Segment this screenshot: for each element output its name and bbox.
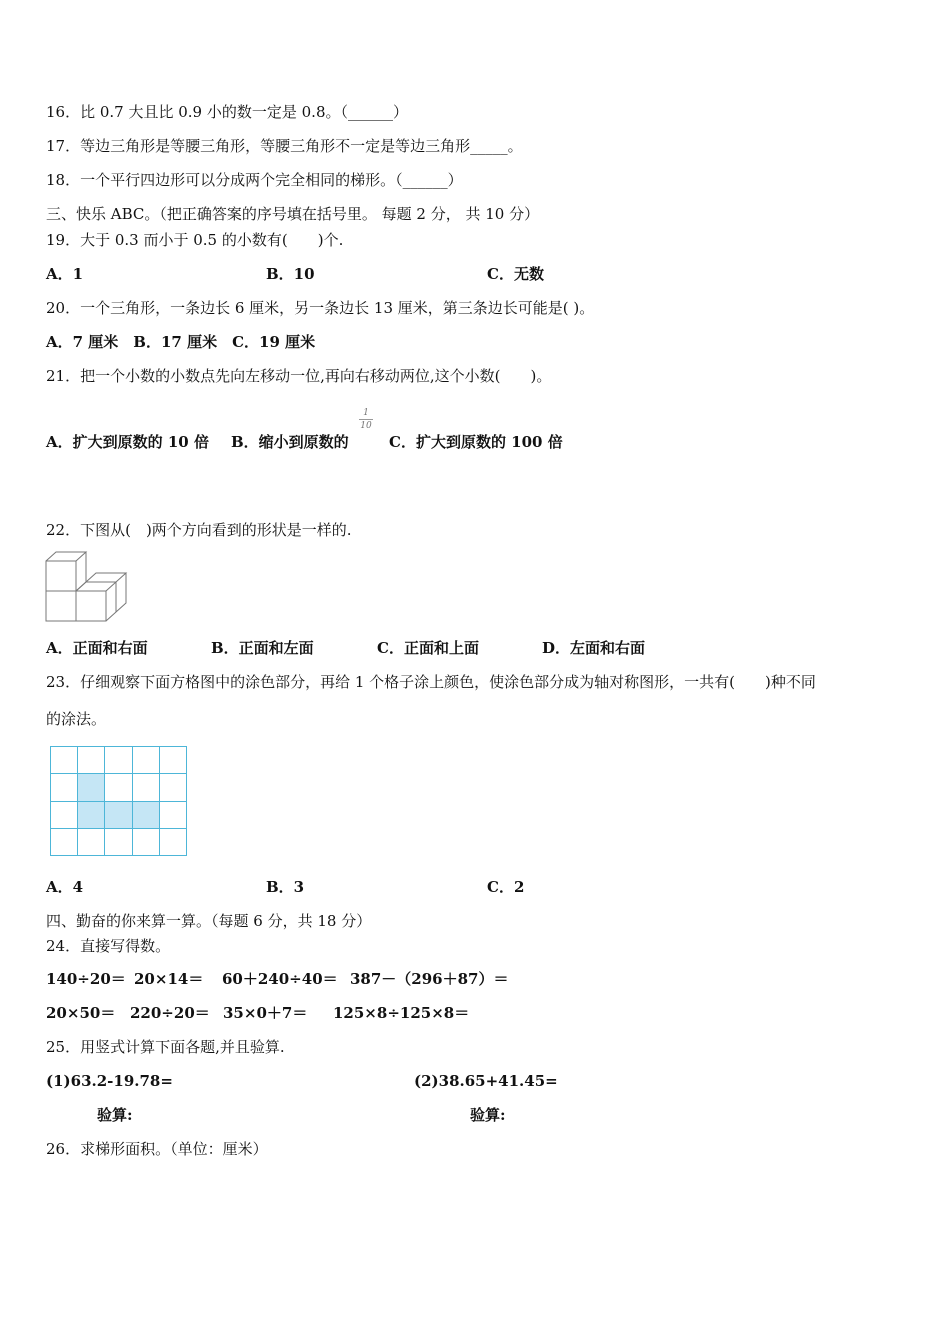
calc-item: 60＋240÷40＝ — [222, 970, 338, 988]
fraction-one-tenth — [359, 408, 373, 431]
fraction-numerator: 1 — [363, 408, 369, 418]
calc-item: 140÷20＝ — [46, 970, 126, 988]
cube-figure — [44, 549, 130, 625]
q25-problem-1: (1)63.2-19.78= — [46, 1072, 173, 1090]
q25-problem-2: (2)38.65+41.45= — [414, 1072, 558, 1090]
grid-line — [50, 801, 187, 802]
question-18: 18．一个平行四边形可以分成两个完全相同的梯形。（______） — [46, 171, 463, 189]
calc-item: 20×14＝ — [134, 970, 204, 988]
q19-option-b[interactable]: B．10 — [266, 265, 315, 283]
question-22: 22．下图从( )两个方向看到的形状是一样的. — [46, 521, 352, 539]
question-17: 17．等边三角形是等腰三角形，等腰三角形不一定是等边三角形_____。 — [46, 137, 523, 155]
q19-option-c[interactable]: C．无数 — [487, 265, 544, 283]
question-23-line-2: 的涂法。 — [46, 710, 107, 728]
calc-item: 387－（296＋87）＝ — [350, 970, 509, 988]
section-3-title: 三、快乐 ABC。（把正确答案的序号填在括号里。 每题 2 分， 共 10 分） — [46, 205, 540, 223]
question-23-line-1: 23．仔细观察下面方格图中的涂色部分，再给 1 个格子涂上颜色，使涂色部分成为轴对称图形，一共有( )种不同 — [46, 673, 816, 691]
question-16: 16．比 0.7 大且比 0.9 小的数一定是 0.8。（______） — [46, 103, 408, 121]
question-20: 20．一个三角形，一条边长 6 厘米，另一条边长 13 厘米，第三条边长可能是( )。 — [46, 299, 595, 317]
grid-line — [50, 773, 187, 774]
q25-check-2: 验算: — [470, 1106, 506, 1124]
shaded-cell — [77, 773, 104, 800]
question-19: 19．大于 0.3 而小于 0.5 的小数有( )个. — [46, 231, 344, 249]
question-24: 24．直接写得数。 — [46, 937, 171, 955]
q21-option-b[interactable]: B．缩小到原数的 — [231, 433, 349, 451]
q22-option-a[interactable]: A．正面和右面 — [46, 639, 148, 657]
q23-option-b[interactable]: B．3 — [266, 878, 305, 896]
q22-option-b[interactable]: B．正面和左面 — [211, 639, 314, 657]
question-26: 26．求梯形面积。（单位：厘米） — [46, 1140, 268, 1158]
q21-option-c[interactable]: C．扩大到原数的 100 倍 — [389, 433, 563, 451]
shaded-cell — [132, 801, 159, 828]
shaded-cell — [77, 801, 104, 828]
section-4-title: 四、勤奋的你来算一算。（每题 6 分，共 18 分） — [46, 912, 372, 930]
calc-item: 220÷20＝ — [130, 1004, 210, 1022]
fraction-denominator: 10 — [360, 421, 372, 431]
q21-option-a[interactable]: A．扩大到原数的 10 倍 — [46, 433, 209, 451]
q22-option-d[interactable]: D．左面和右面 — [542, 639, 646, 657]
question-25: 25．用竖式计算下面各题,并且验算. — [46, 1038, 285, 1056]
grid-line — [50, 855, 187, 856]
q25-check-1: 验算: — [97, 1106, 133, 1124]
grid-line — [50, 746, 187, 747]
q23-option-a[interactable]: A．4 — [46, 878, 84, 896]
q20-options[interactable]: A．7 厘米 B．17 厘米 C．19 厘米 — [46, 333, 316, 351]
calc-item: 20×50＝ — [46, 1004, 116, 1022]
q23-option-c[interactable]: C．2 — [487, 878, 525, 896]
question-21: 21．把一个小数的小数点先向左移动一位,再向右移动两位,这个小数( )。 — [46, 367, 552, 385]
q19-option-a[interactable]: A．1 — [46, 265, 84, 283]
shaded-cell — [104, 801, 131, 828]
calc-item: 125×8÷125×8＝ — [333, 1004, 470, 1022]
grid-line — [50, 828, 187, 829]
q22-option-c[interactable]: C．正面和上面 — [377, 639, 479, 657]
calc-item: 35×0＋7＝ — [223, 1004, 308, 1022]
